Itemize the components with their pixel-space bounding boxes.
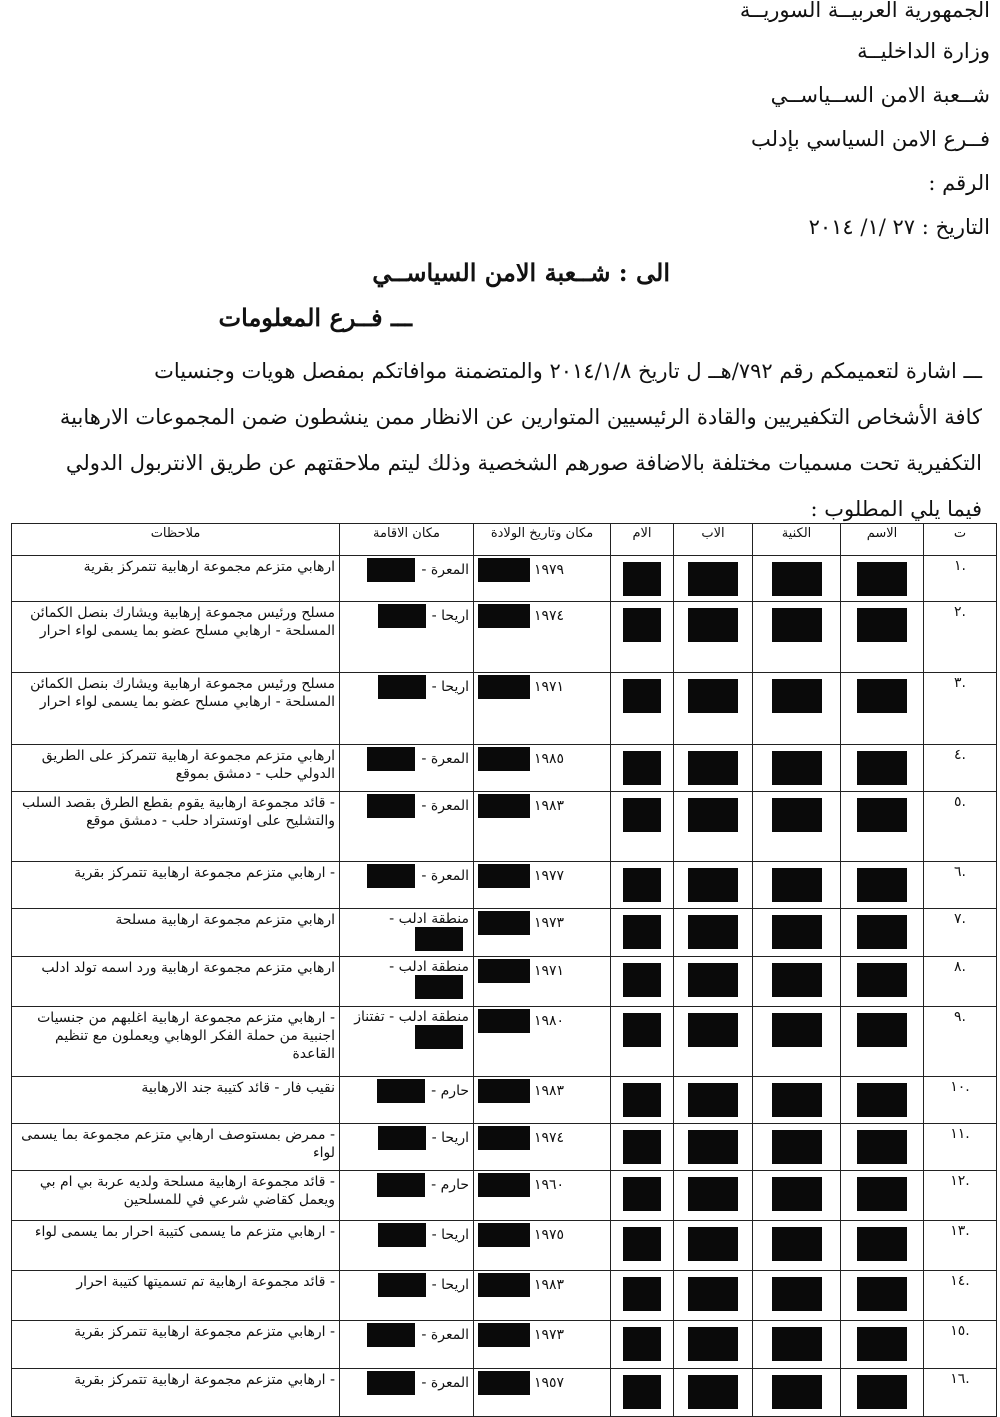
name-cell [841,1077,924,1124]
birth-cell [474,862,611,909]
residence-cell [340,556,474,602]
residence-cell [340,957,474,1007]
redaction-block [857,1375,907,1409]
mother-cell [611,1221,674,1271]
mother-cell [611,673,674,745]
table-row [12,556,997,602]
redaction-block [688,868,738,902]
redaction-block [772,963,822,997]
notes-cell: نقيب فار - قائد كتيبة جند الارهابية [12,1077,340,1124]
surname-cell [753,1077,841,1124]
redaction-block [857,798,907,832]
mother-cell [611,1077,674,1124]
letterhead-branch: فــرع الامن السياسي بإدلب [751,127,990,151]
redaction-block [623,1177,661,1211]
redaction-block [478,864,530,888]
redaction-block [772,1130,822,1164]
redaction-block [772,1083,822,1117]
row-index: .١ [924,556,997,602]
redaction-block [857,679,907,713]
redaction-block [688,798,738,832]
name-cell [841,556,924,602]
row-index: .٥ [924,792,997,862]
surname-cell [753,1124,841,1171]
birth-year: ١٩٧١ [534,679,565,695]
birth-cell [474,745,611,792]
redaction-block [688,751,738,785]
father-cell [674,1271,753,1321]
residence-text: اريحا - [431,679,469,695]
redaction-block [772,915,822,949]
birth-cell [474,1077,611,1124]
table-row [12,1221,997,1271]
father-cell [674,1221,753,1271]
redaction-block [772,1375,822,1409]
letterhead-ministry: وزارة الداخليــة [857,39,990,63]
redaction-block [772,562,822,596]
letterhead-division: شــعبة الامن الســياســي [770,83,990,107]
father-cell [674,1007,753,1077]
redaction-block [857,1013,907,1047]
birth-cell [474,909,611,957]
redaction-block [688,562,738,596]
redaction-block [857,868,907,902]
father-cell [674,909,753,957]
birth-year: ١٩٧٥ [534,1227,565,1243]
col-header-father: الاب [674,524,753,556]
redaction-block [688,608,738,642]
row-index: .٣ [924,673,997,745]
mother-cell [611,1369,674,1417]
redaction-block [623,798,661,832]
name-cell [841,1124,924,1171]
redaction-block [378,675,426,699]
redaction-block [623,751,661,785]
birth-year: ١٩٨٣ [534,798,565,814]
redaction-block [772,798,822,832]
mother-cell [611,745,674,792]
name-cell [841,862,924,909]
letterhead [490,0,990,256]
redaction-block [367,747,415,771]
birth-year: ١٩٧٧ [534,868,565,884]
birth-year: ١٩٨٠ [534,1013,565,1029]
residence-text: منطقة ادلب - [389,911,469,927]
birth-cell [474,1007,611,1077]
name-cell [841,1369,924,1417]
mother-cell [611,909,674,957]
table-row [12,957,997,1007]
name-cell [841,673,924,745]
redaction-block [478,747,530,771]
birth-cell [474,1124,611,1171]
father-cell [674,556,753,602]
redaction-block [857,915,907,949]
birth-year: ١٩٧٩ [534,562,565,578]
redaction-block [623,608,661,642]
father-cell [674,862,753,909]
redaction-block [478,1173,530,1197]
row-index: .٩ [924,1007,997,1077]
residence-cell [340,1271,474,1321]
redaction-block [478,675,530,699]
table-row [12,792,997,862]
residence-cell [340,1369,474,1417]
residence-text: منطقة ادلب - تفتناز [354,1009,469,1025]
surname-cell [753,1007,841,1077]
residence-cell [340,1171,474,1221]
birth-cell [474,1271,611,1321]
redaction-block [623,1375,661,1409]
mother-cell [611,602,674,673]
redaction-block [772,1177,822,1211]
col-header-birth: مكان وتاريخ الولادة [474,524,611,556]
residence-text: المعرة - [421,562,469,578]
notes-cell: - ممرض بمستوصف ارهابي متزعم مجموعة بما يسمى لواء [12,1124,340,1171]
redaction-block [367,794,415,818]
redaction-block [623,1130,661,1164]
redaction-block [478,1323,530,1347]
residence-cell [340,745,474,792]
surname-cell [753,1321,841,1369]
name-cell [841,1007,924,1077]
table-row [12,1077,997,1124]
redaction-block [772,1227,822,1261]
redaction-block [478,1371,530,1395]
reference-number: الرقم : [928,171,990,195]
table-row [12,673,997,745]
row-index: .١٦ [924,1369,997,1417]
redaction-block [688,679,738,713]
residence-cell [340,792,474,862]
residence-cell [340,1007,474,1077]
residence-text: منطقة ادلب - [389,959,469,975]
redaction-block [857,1177,907,1211]
table-row [12,1124,997,1171]
redaction-block [623,963,661,997]
redaction-block [772,751,822,785]
surname-cell [753,745,841,792]
father-cell [674,1369,753,1417]
mother-cell [611,556,674,602]
col-header-mother: الام [611,524,674,556]
redaction-block [478,1273,530,1297]
redaction-block [478,1079,530,1103]
mother-cell [611,1007,674,1077]
body-line: كافة الأشخاص التكفيريين والقادة الرئيسيين المتوارين عن الانظار ممن ينشطون ضمن المجموعات الارهابية [59,405,982,429]
redaction-block [688,915,738,949]
redaction-block [857,1083,907,1117]
residence-text: المعرة - [421,1327,469,1343]
redaction-block [688,963,738,997]
residence-cell [340,862,474,909]
redaction-block [415,927,463,951]
redaction-block [415,975,463,999]
birth-year: ١٩٧٣ [534,1327,565,1343]
surname-cell [753,1221,841,1271]
redaction-block [688,1277,738,1311]
birth-year: ١٩٨٣ [534,1277,565,1293]
mother-cell [611,1124,674,1171]
notes-cell: - قائد مجموعة ارهابية تم تسميتها كتيبة احرار [12,1271,340,1321]
notes-cell: مسلح ورئيس مجموعة إرهابية ويشارك بنصل الكمائن المسلحة - ارهابي مسلح عضو بما يسمى لواء احرار [12,602,340,673]
notes-cell: - ارهابي متزعم مجموعة ارهابية اغلبهم من جنسيات اجنبية من حملة الفكر الوهابي ويعملون مع تنظيم القاعدة [12,1007,340,1077]
col-header-index: ت [924,524,997,556]
notes-cell: - ارهابي متزعم مجموعة ارهابية تتمركز بقرية [12,1321,340,1369]
birth-cell [474,602,611,673]
redaction-block [623,562,661,596]
birth-year: ١٩٦٠ [534,1177,565,1193]
redaction-block [623,1227,661,1261]
name-cell [841,909,924,957]
name-cell [841,1271,924,1321]
birth-year: ١٩٧٤ [534,1130,565,1146]
notes-cell: - ارهابي متزعم ما يسمى كتيبة احرار بما يسمى لواء [12,1221,340,1271]
birth-year: ١٩٧٤ [534,608,565,624]
redaction-block [478,1009,530,1033]
residence-text: المعرة - [421,798,469,814]
redaction-block [623,1327,661,1361]
row-index: .٧ [924,909,997,957]
residence-cell [340,1077,474,1124]
name-cell [841,1171,924,1221]
col-header-residence: مكان الاقامة [340,524,474,556]
surname-cell [753,909,841,957]
residence-cell [340,673,474,745]
redaction-block [688,1177,738,1211]
redaction-block [857,1130,907,1164]
residence-text: حارم - [431,1083,469,1099]
col-header-surname: الكنية [753,524,841,556]
birth-cell [474,957,611,1007]
table-row [12,745,997,792]
redaction-block [688,1375,738,1409]
redaction-block [772,1327,822,1361]
birth-cell [474,1221,611,1271]
surname-cell [753,1369,841,1417]
birth-cell [474,792,611,862]
redaction-block [857,1277,907,1311]
birth-year: ١٩٨٥ [534,751,565,767]
redaction-block [688,1327,738,1361]
col-header-name: الاسم [841,524,924,556]
residence-text: اريحا - [431,1277,469,1293]
notes-cell: ارهابي متزعم مجموعة ارهابية ورد اسمه تولد ادلب [12,957,340,1007]
letter-body [2,348,982,532]
redaction-block [772,868,822,902]
addressee: الى : شــعبة الامن السياســي [372,258,670,287]
surname-cell [753,556,841,602]
residence-text: حارم - [431,1177,469,1193]
redaction-block [688,1130,738,1164]
table-row [12,602,997,673]
redaction-block [367,1323,415,1347]
residence-text: المعرة - [421,868,469,884]
redaction-block [688,1227,738,1261]
mother-cell [611,862,674,909]
birth-cell [474,1369,611,1417]
notes-cell: - قائد مجموعة ارهابية مسلحة ولديه عربة بي ام بي ويعمل كقاضي شرعي في للمسلحين [12,1171,340,1221]
redaction-block [367,864,415,888]
redaction-block [688,1013,738,1047]
birth-cell [474,673,611,745]
row-index: .١٠ [924,1077,997,1124]
mother-cell [611,792,674,862]
redaction-block [415,1025,463,1049]
mother-cell [611,1171,674,1221]
row-index: .٨ [924,957,997,1007]
surname-cell [753,1171,841,1221]
redaction-block [378,1223,426,1247]
birth-year: ١٩٧٣ [534,915,565,931]
redaction-block [857,608,907,642]
row-index: .٦ [924,862,997,909]
redaction-block [478,558,530,582]
residence-cell [340,1321,474,1369]
birth-year: ١٩٥٧ [534,1375,565,1391]
name-cell [841,1221,924,1271]
redaction-block [772,679,822,713]
father-cell [674,1077,753,1124]
surname-cell [753,602,841,673]
residence-cell [340,909,474,957]
residence-text: اريحا - [431,1227,469,1243]
table-row [12,1321,997,1369]
body-line: فيما يلي المطلوب : [810,497,982,521]
residence-cell [340,1221,474,1271]
suspects-table [11,523,997,1417]
body-line: ـــ اشارة لتعميمكم رقم ٧٩٢/هــ ل تاريخ ٢٠١٤/١/٨ والمتضمنة موافاتكم بمفصل هويات وجنسيات [154,359,982,383]
mother-cell [611,1321,674,1369]
table-row [12,1171,997,1221]
row-index: .٢ [924,602,997,673]
table-row [12,909,997,957]
father-cell [674,1321,753,1369]
birth-cell [474,1171,611,1221]
redaction-block [367,558,415,582]
table-row [12,1007,997,1077]
notes-cell: مسلح ورئيس مجموعة ارهابية ويشارك بنصل الكمائن المسلحة - ارهابي مسلح عضو بما يسمى لواء احرار [12,673,340,745]
redaction-block [378,604,426,628]
residence-text: اريحا - [431,1130,469,1146]
notes-cell: - ارهابي متزعم مجموعة ارهابية تتمركز بقرية [12,862,340,909]
father-cell [674,1124,753,1171]
birth-year: ١٩٧١ [534,963,565,979]
table-row [12,1369,997,1417]
surname-cell [753,862,841,909]
body-line: التكفيرية تحت مسميات مختلفة بالاضافة صورهم الشخصية وذلك ليتم ملاحقتهم عن طريق الانتربول الدولي [65,451,982,475]
redaction-block [478,604,530,628]
surname-cell [753,957,841,1007]
row-index: .٤ [924,745,997,792]
name-cell [841,602,924,673]
redaction-block [377,1173,425,1197]
father-cell [674,792,753,862]
redaction-block [623,1277,661,1311]
notes-cell: - قائد مجموعة ارهابية يقوم بقطع الطرق بقصد السلب والتشليح على اوتستراد حلب - دمشق موقع [12,792,340,862]
redaction-block [623,915,661,949]
col-header-notes: ملاحظات [12,524,340,556]
residence-text: المعرة - [421,1375,469,1391]
notes-cell: ارهابي متزعم مجموعة ارهابية تتمركز بقرية [12,556,340,602]
father-cell [674,602,753,673]
row-index: .١٢ [924,1171,997,1221]
residence-text: المعرة - [421,751,469,767]
redaction-block [478,1126,530,1150]
redaction-block [623,679,661,713]
redaction-block [623,1083,661,1117]
residence-cell [340,1124,474,1171]
notes-cell: ارهابي متزعم مجموعة ارهابية مسلحة [12,909,340,957]
row-index: .١٣ [924,1221,997,1271]
redaction-block [377,1079,425,1103]
redaction-block [857,1327,907,1361]
table-header-row [12,524,997,556]
redaction-block [367,1371,415,1395]
letterhead-country: الجمهورية العربيــة السوريــة [739,0,990,22]
redaction-block [478,794,530,818]
notes-cell: - ارهابي متزعم مجموعة ارهابية تتمركز بقرية [12,1369,340,1417]
row-index: .١١ [924,1124,997,1171]
redaction-block [378,1126,426,1150]
redaction-block [688,1083,738,1117]
birth-cell [474,556,611,602]
redaction-block [857,1227,907,1261]
residence-cell [340,602,474,673]
redaction-block [478,959,530,983]
mother-cell [611,1271,674,1321]
surname-cell [753,673,841,745]
table-row [12,1271,997,1321]
redaction-block [772,1013,822,1047]
table-row [12,862,997,909]
birth-cell [474,1321,611,1369]
name-cell [841,1321,924,1369]
redaction-block [478,1223,530,1247]
redaction-block [772,608,822,642]
surname-cell [753,792,841,862]
row-index: .١٥ [924,1321,997,1369]
father-cell [674,1171,753,1221]
redaction-block [857,562,907,596]
redaction-block [857,963,907,997]
father-cell [674,957,753,1007]
document-date: التاريخ : ٢٧ /١/ ٢٠١٤ [808,215,990,239]
redaction-block [478,911,530,935]
redaction-block [772,1277,822,1311]
surname-cell [753,1271,841,1321]
name-cell [841,745,924,792]
name-cell [841,957,924,1007]
mother-cell [611,957,674,1007]
redaction-block [378,1273,426,1297]
father-cell [674,673,753,745]
redaction-block [857,751,907,785]
notes-cell: ارهابي متزعم مجموعة ارهابية تتمركز على الطريق الدولي حلب - دمشق بموقع [12,745,340,792]
row-index: .١٤ [924,1271,997,1321]
branch-subject: ـــ فــرع المعلومات [218,303,412,332]
residence-text: اريحا - [431,608,469,624]
birth-year: ١٩٨٣ [534,1083,565,1099]
father-cell [674,745,753,792]
redaction-block [623,1013,661,1047]
redaction-block [623,868,661,902]
name-cell [841,792,924,862]
